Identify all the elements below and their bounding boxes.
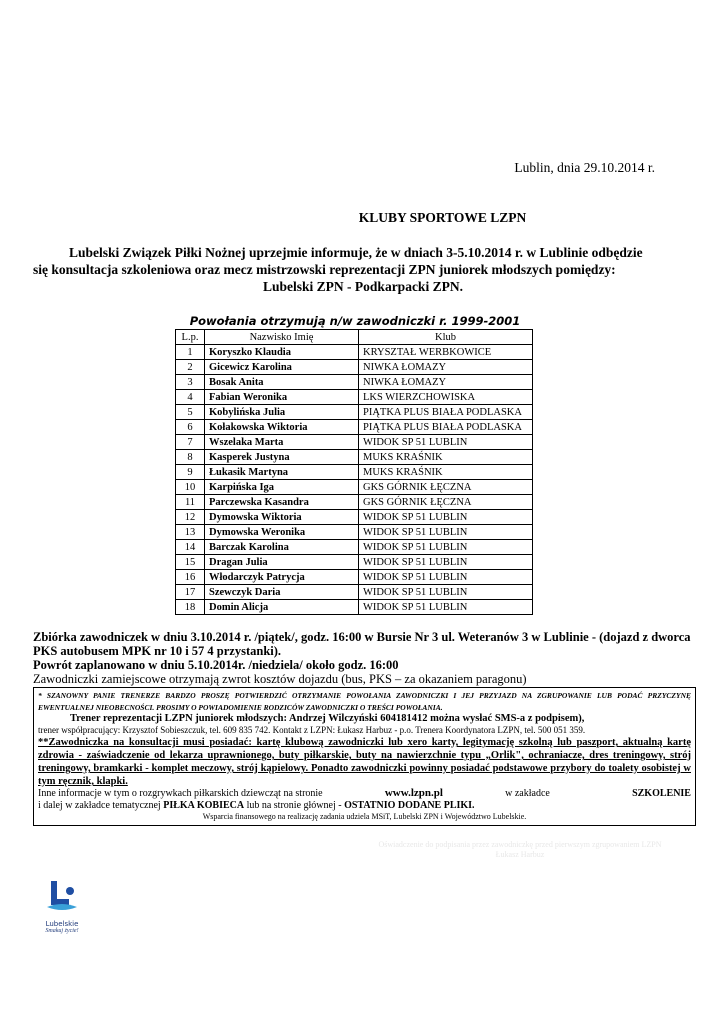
player-name: Wszelaka Marta (205, 435, 359, 450)
lubelskie-logo (37, 877, 87, 934)
table-row (176, 525, 533, 540)
more-info-line2-mid: lub na stronie głównej - (246, 799, 342, 811)
row-number: 9 (176, 465, 205, 480)
document-date: Lublin, dnia 29.10.2014 r. (514, 160, 655, 175)
player-name: Domin Alicja (205, 600, 359, 615)
table-row (176, 585, 533, 600)
player-club: KRYSZTAŁ WERBKOWICE (359, 345, 533, 360)
table-row (176, 540, 533, 555)
row-number: 13 (176, 525, 205, 540)
player-club: WIDOK SP 51 LUBLIN (359, 540, 533, 555)
player-club: NIWKA ŁOMAZY (359, 375, 533, 390)
table-row (176, 480, 533, 495)
player-club: WIDOK SP 51 LUBLIN (359, 555, 533, 570)
player-club: MUKS KRAŚNIK (359, 450, 533, 465)
more-info-prefix: Inne informacje w tym o rozgrywkach piłkarskich dziewcząt na stronie (38, 788, 323, 799)
lubelskie-logo-icon (37, 877, 87, 917)
tab-ostatnio-dodane: OSTATNIO DODANE PLIKI. (344, 799, 475, 811)
watermark-line-1: Oświadczenie do podpisania przez zawodniczkę przed pierwszym zgrupowaniem LZPN (378, 840, 662, 849)
player-name: Karpińska Iga (205, 480, 359, 495)
table-row (176, 345, 533, 360)
table-row (176, 420, 533, 435)
table-row (176, 450, 533, 465)
table-row (176, 510, 533, 525)
player-club: NIWKA ŁOMAZY (359, 360, 533, 375)
row-number: 1 (176, 345, 205, 360)
player-club: WIDOK SP 51 LUBLIN (359, 525, 533, 540)
player-name: Fabian Weronika (205, 390, 359, 405)
table-row (176, 360, 533, 375)
table-row (176, 495, 533, 510)
player-club: LKS WIERZCHOWISKA (359, 390, 533, 405)
player-name: Włodarczyk Patrycja (205, 570, 359, 585)
row-number: 14 (176, 540, 205, 555)
player-name: Dymowska Weronika (205, 525, 359, 540)
row-number: 8 (176, 450, 205, 465)
player-club: PIĄTKA PLUS BIAŁA PODLASKA (359, 420, 533, 435)
document-heading: KLUBY SPORTOWE LZPN (358, 210, 527, 225)
tab-szkolenie: SZKOLENIE (632, 788, 691, 799)
assembly-line-2: PKS autobusem MPK nr 10 i 57 4 przystanki). (33, 644, 282, 658)
assembly-info (33, 630, 698, 686)
more-info-line-2 (38, 800, 691, 812)
row-number: 2 (176, 360, 205, 375)
player-name: Dymowska Wiktoria (205, 510, 359, 525)
table-row (176, 405, 533, 420)
row-number: 15 (176, 555, 205, 570)
player-club: PIĄTKA PLUS BIAŁA PODLASKA (359, 405, 533, 420)
header-name: Nazwisko Imię (205, 330, 359, 345)
table-header-row (176, 330, 533, 345)
players-table (175, 329, 533, 615)
player-name: Łukasik Martyna (205, 465, 359, 480)
row-number: 18 (176, 600, 205, 615)
player-name: Gicewicz Karolina (205, 360, 359, 375)
intro-line-1: Lubelski Związek Piłki Nożnej uprzejmie informuje, że w dniach 3-5.10.2014 r. w Lublinie odbędzie (69, 245, 643, 260)
player-club: WIDOK SP 51 LUBLIN (359, 510, 533, 525)
assembly-line-1: Zbiórka zawodniczek w dniu 3.10.2014 r. /piątek/, godz. 16:00 w Bursie Nr 3 ul. Weteranów 3 w Lublinie - (dojazd z dworca (33, 630, 691, 644)
watermark-line-2: Łukasz Harbuz (495, 850, 545, 859)
player-name: Dragan Julia (205, 555, 359, 570)
more-info-line2-prefix: i dalej w zakładce tematycznej (38, 799, 161, 811)
tab-pilka-kobieca: PIŁKA KOBIECA (163, 799, 245, 811)
row-number: 3 (176, 375, 205, 390)
row-number: 10 (176, 480, 205, 495)
row-number: 5 (176, 405, 205, 420)
requirements-mark: ** (38, 737, 49, 748)
player-name: Barczak Karolina (205, 540, 359, 555)
player-name: Kasperek Justyna (205, 450, 359, 465)
table-row (176, 435, 533, 450)
player-name: Szewczyk Daria (205, 585, 359, 600)
player-club: WIDOK SP 51 LUBLIN (359, 585, 533, 600)
intro-paragraph (33, 244, 693, 295)
website-link[interactable]: www.lzpn.pl (384, 787, 443, 799)
row-number: 17 (176, 585, 205, 600)
funding-note: Wsparcia finansowego na realizację zadania udziela MSiT, Lubelski ZPN i Województwo Lubelskie. (202, 812, 527, 821)
faint-watermark-text (360, 840, 680, 860)
row-number: 16 (176, 570, 205, 585)
table-row (176, 600, 533, 615)
player-name: Kobylińska Julia (205, 405, 359, 420)
logo-name: Lubelskie (45, 920, 79, 928)
logo-tagline: Smakuj życie! (45, 928, 79, 934)
header-club: Klub (359, 330, 533, 345)
player-name: Parczewska Kasandra (205, 495, 359, 510)
travel-refund-info: Zawodniczki zamiejscowe otrzymają zwrot kosztów dojazdu (bus, PKS – za okazaniem paragonu) (33, 672, 527, 686)
player-club: MUKS KRAŚNIK (359, 465, 533, 480)
row-number: 4 (176, 390, 205, 405)
player-club: GKS GÓRNIK ŁĘCZNA (359, 480, 533, 495)
coach-note: * SZANOWNY PANIE TRENERZE BARDZO PROSZĘ POTWIERDZIĆ OTRZYMANIE POWOŁANIA ZAWODNICZKI I JEJ PRZYJAZD NA ZGRUPOWANIE LUB PODAĆ PRZYCZYNĘ EWENTUALNEJ NIEOBECNOŚCI. PROSIMY O POWIADOMIENIE RODZICÓW ZAWODNICZKI O TREŚCI POWOŁANIA. (38, 691, 691, 712)
header-lp: L.p. (176, 330, 205, 345)
table-row (176, 570, 533, 585)
intro-line-2: się konsultacja szkoleniowa oraz mecz mistrzowski reprezentacji ZPN juniorek młodszych pomiędzy: (33, 262, 616, 277)
player-club: WIDOK SP 51 LUBLIN (359, 600, 533, 615)
row-number: 6 (176, 420, 205, 435)
player-name: Kołakowska Wiktoria (205, 420, 359, 435)
table-row (176, 390, 533, 405)
more-info (38, 788, 691, 800)
row-number: 11 (176, 495, 205, 510)
player-club: WIDOK SP 51 LUBLIN (359, 435, 533, 450)
player-name: Koryszko Klaudia (205, 345, 359, 360)
return-info: Powrót zaplanowano w dniu 5.10.2014r. /niedziela/ około godz. 16:00 (33, 658, 399, 672)
more-info-mid: w zakładce (505, 788, 550, 799)
row-number: 7 (176, 435, 205, 450)
requirements-text: Zawodniczka na konsultacji musi posiadać: kartę klubową zawodniczki lub xero karty, legitymację szkolną lub paszport, aktualną kartę zdrowia - zaświadczenie od lekarza uprawnionego, buty piłkarskie, buty na nawierzchnie typu „Orlik", ochraniacze, dres treningowy, strój treningowy, bramkarki - komplet meczowy, strój kąpielowy. Ponadto zawodniczki powinny posiadać podstawowe przybory do toalety osobistej w tym ręcznik, klapki. (38, 737, 691, 787)
intro-line-3: Lubelski ZPN - Podkarpacki ZPN. (263, 279, 463, 294)
info-box (33, 687, 696, 826)
coach-contact: Trener reprezentacji LZPN juniorek młodszych: Andrzej Wilczyński 604181412 można wysłać SMS-a z podpisem), (70, 713, 585, 724)
table-row (176, 375, 533, 390)
assistant-contact: trener współpracujący: Krzysztof Sobieszczuk, tel. 609 835 742. Kontakt z LZPN: Łukasz Harbuz - p.o. Trenera Koordynatora LZPN, tel. 500 051 359. (38, 724, 586, 735)
player-club: WIDOK SP 51 LUBLIN (359, 570, 533, 585)
players-list-title: Powołania otrzymują n/w zawodniczki r. 1999-2001 (189, 314, 521, 328)
player-name: Bosak Anita (205, 375, 359, 390)
table-row (176, 465, 533, 480)
requirements (38, 736, 691, 788)
table-row (176, 555, 533, 570)
player-club: GKS GÓRNIK ŁĘCZNA (359, 495, 533, 510)
row-number: 12 (176, 510, 205, 525)
